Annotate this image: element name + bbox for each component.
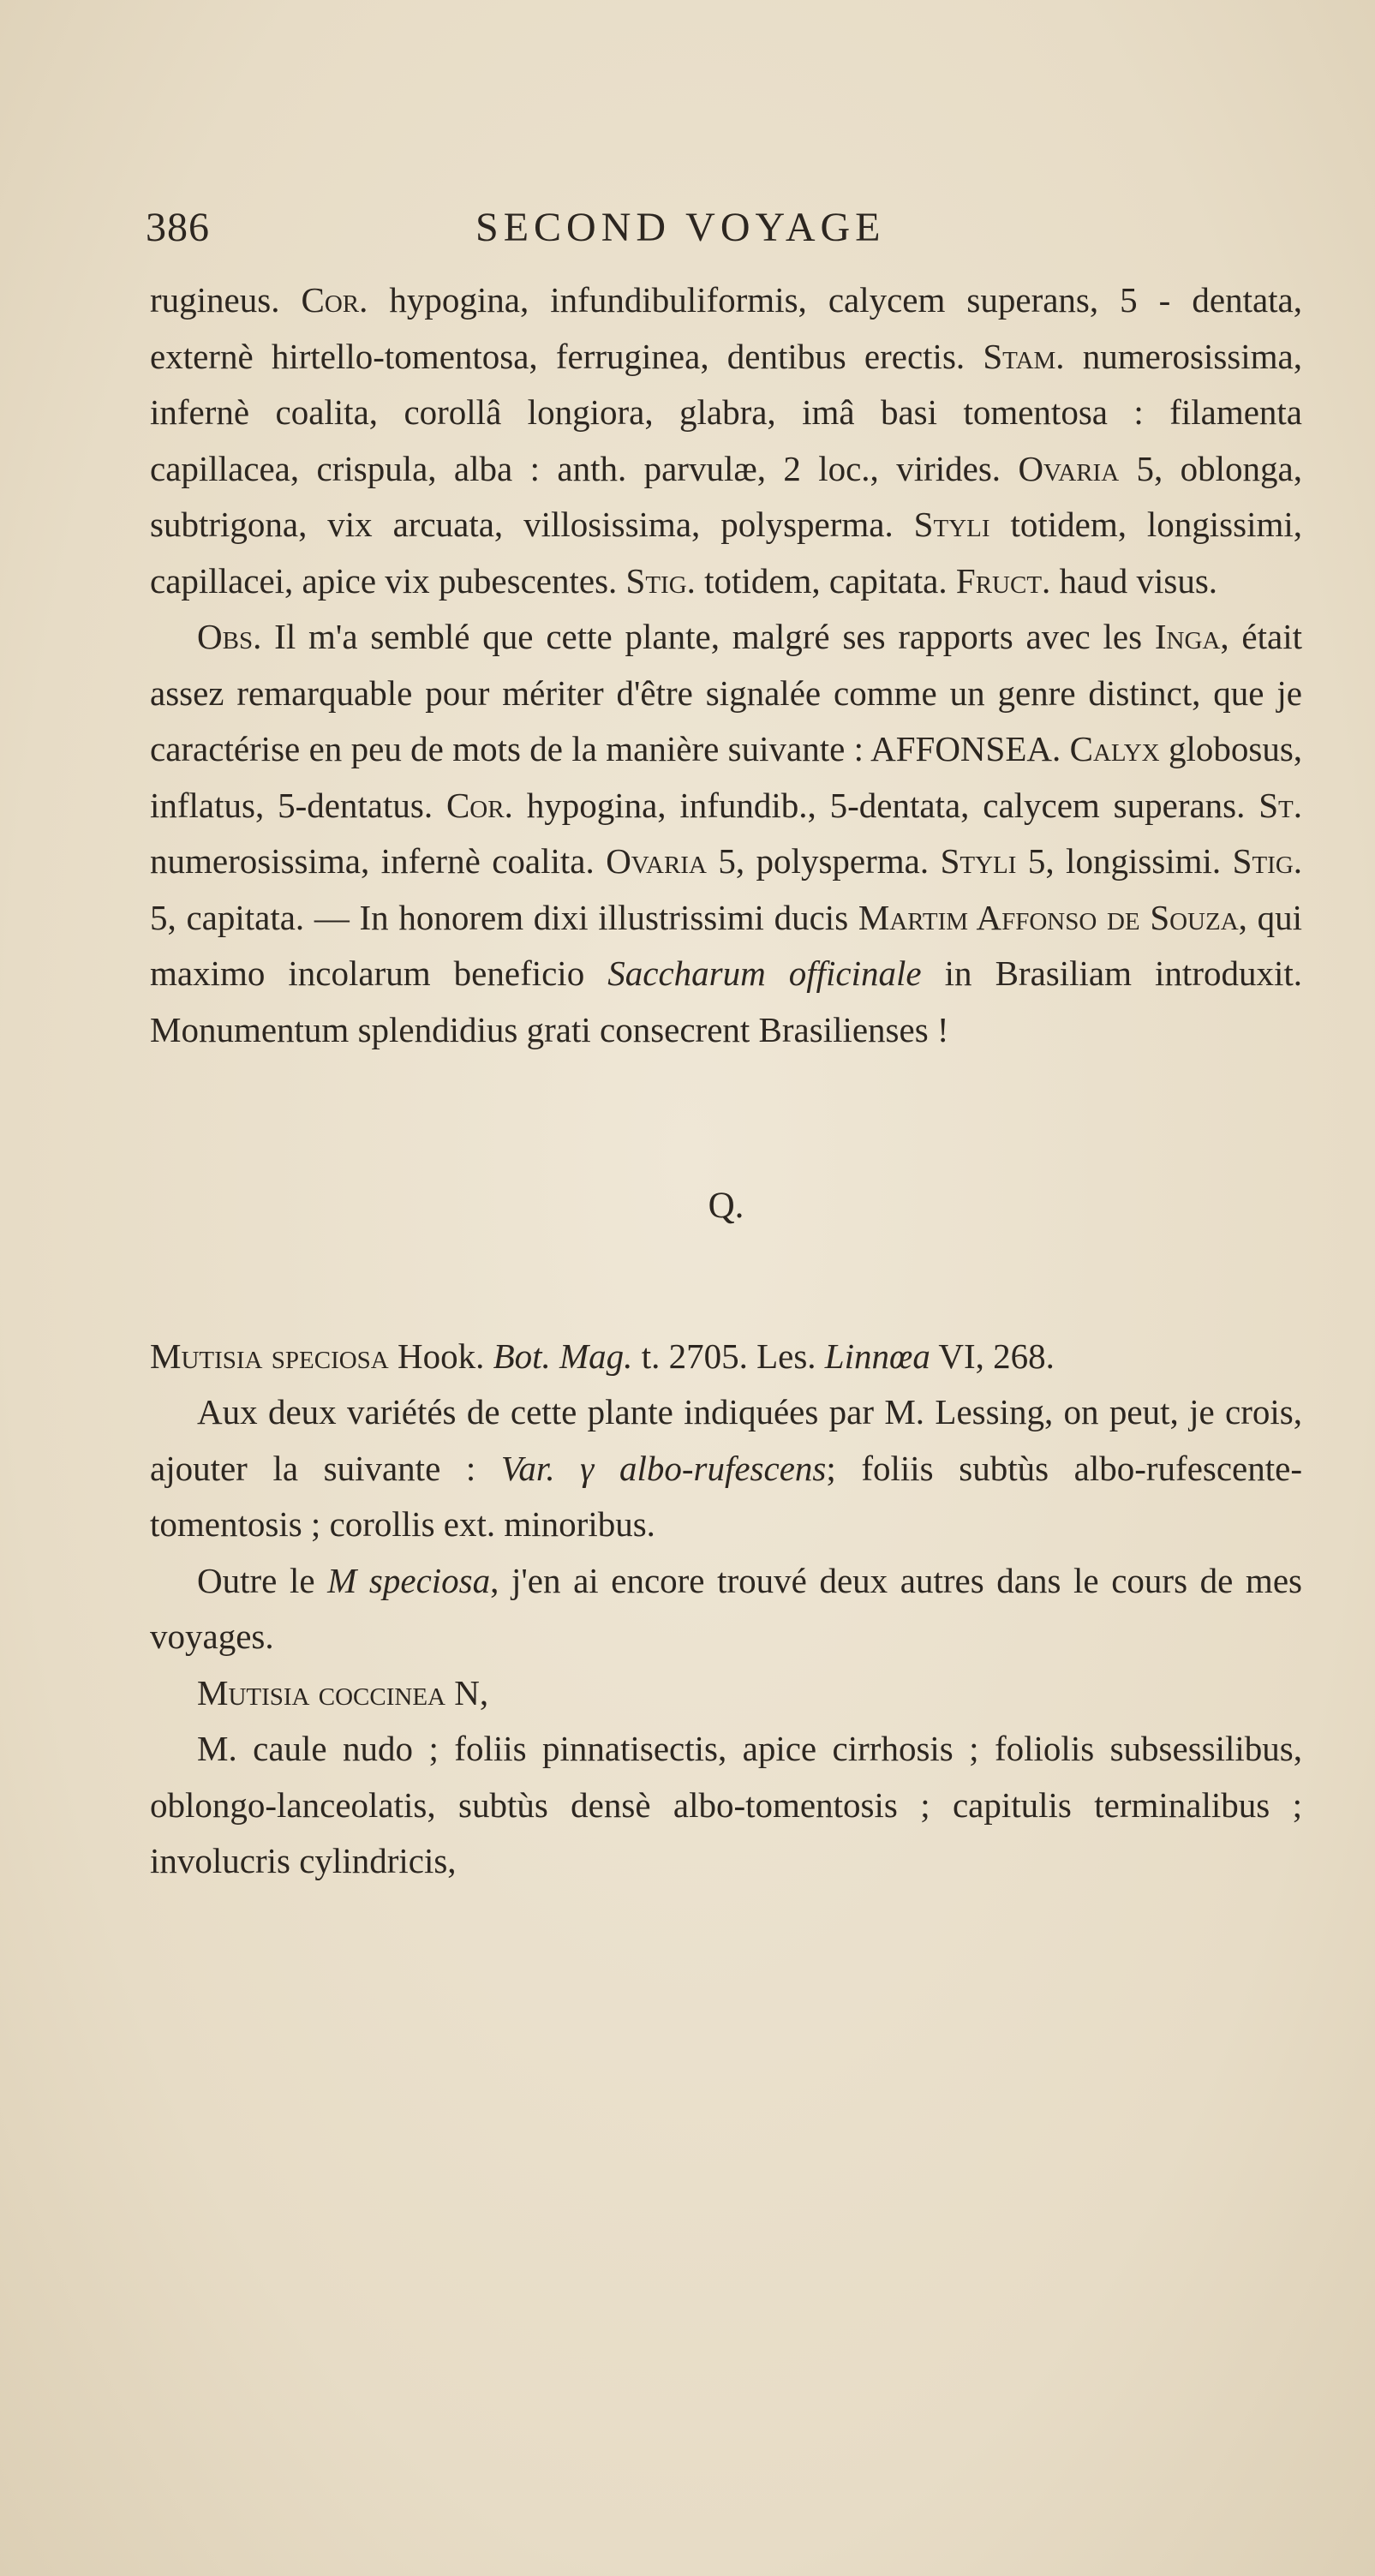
text: Hook. [397,1336,485,1376]
text: 5, polysperma. [718,841,930,881]
text: VI, 268. [938,1336,1055,1376]
text: in Brasiliam introduxit. Monumentum splendidius grati consecrent Brasilienses ! [150,953,1303,1049]
page-body [150,272,1302,1890]
text: , j'en ai encore trouvé deux autres dans le cours de mes voyages. [150,1560,1302,1656]
text: hypogina, infundibuliformis, calycem superans, 5 - dentata, externè hirtello-tomentosa, ferruginea, dentibus erectis. [150,280,1302,376]
text: 5, oblonga, subtrigona, vix arcuata, villosissima, polysperma. [150,448,1303,544]
paragraph-outre [150,1553,1302,1665]
text: 5, capitata. — In honorem dixi illustrissimi ducis [150,897,849,937]
journal-title: Linnœa [824,1336,930,1376]
label-ovaria: Ovaria [606,841,707,881]
text: Outre le [197,1560,315,1600]
label-st: St. [1258,785,1303,825]
person-name: Martim Affonso de Souza [858,897,1239,937]
label-stig: Stig. [625,560,696,601]
text: M. caule nudo ; foliis pinnatisectis, apice cirrhosis ; foliolis subsessilibus, oblongo-lanceolatis, subtùs densè albo-tomentosis ; capitulis terminalibus ; involucris cylindricis, [150,1729,1302,1880]
paragraph-mutisia-speciosa [150,1329,1302,1385]
text: rugineus. [150,280,280,320]
label-cor: Cor. [301,280,368,320]
genus-inga: Inga [1154,617,1221,656]
label-fruct: Fruct. [955,560,1051,601]
text: totidem, longissimi, capillacei, apice vix pubescentes. [150,505,1303,601]
text: haud visus. [1059,560,1218,601]
text: , était assez remarquable pour mériter d'être signalée comme un genre distinct, que je caractérise en peu de mots de la manière suivante : AFFONSEA. [150,617,1302,768]
text: Aux deux variétés de cette plante indiquées par M. Lessing, on peut, je crois, ajouter la suivante : [150,1392,1302,1488]
label-calyx: Calyx [1069,729,1160,768]
species-heading: Mutisia coccinea [197,1672,445,1712]
text: hypogina, infundib., 5-dentata, calycem superans. [526,785,1246,825]
species-heading: Mutisia speciosa [150,1336,389,1376]
label-obs: Obs. [197,617,262,656]
text: N, [454,1672,489,1712]
label-styli: Styli [940,841,1017,881]
label-stig: Stig. [1232,841,1303,881]
species-name: M speciosa [327,1560,491,1600]
species-name: Saccharum officinale [607,953,922,993]
label-ovaria: Ovaria [1018,448,1120,488]
running-title: SECOND VOYAGE [475,205,886,250]
paragraph-mutisia-coccinea [150,1665,1302,1722]
label-stam: Stam. [983,336,1065,376]
text: ; foliis subtùs albo-rufescente-tomentosis ; corollis ext. minoribus. [150,1448,1302,1544]
text: globosus, inflatus, 5-dentatus. [150,729,1303,825]
text: , qui maximo incolarum beneficio [150,897,1303,993]
text: Il m'a semblé que cette plante, malgré ses rapports avec les [274,617,1143,656]
variety-name: Var. γ albo-rufescens [500,1448,827,1488]
paragraph-observation [150,609,1302,1058]
journal-title: Bot. Mag. [493,1336,633,1376]
section-letter: Q. [708,1186,744,1226]
label-cor: Cor. [445,785,513,825]
text: t. 2705. Les. [641,1336,816,1376]
paragraph-varieties [150,1384,1302,1553]
text: 5, longissimi. [1027,841,1222,881]
running-header [146,204,1298,272]
text: numerosissima, infernè coalita, corollâ longiora, glabra, imâ basi tomentosa : filamenta capillacea, crispula, alba : anth. parvulæ, 2 loc., virides. [150,336,1302,488]
text: totidem, capitata. [704,560,948,601]
paragraph-coccinea-description [150,1721,1302,1890]
paragraph-description [150,272,1302,609]
label-styli: Styli [913,505,990,544]
text: numerosissima, infernè coalita. [150,841,595,881]
page-number: 386 [146,205,210,250]
